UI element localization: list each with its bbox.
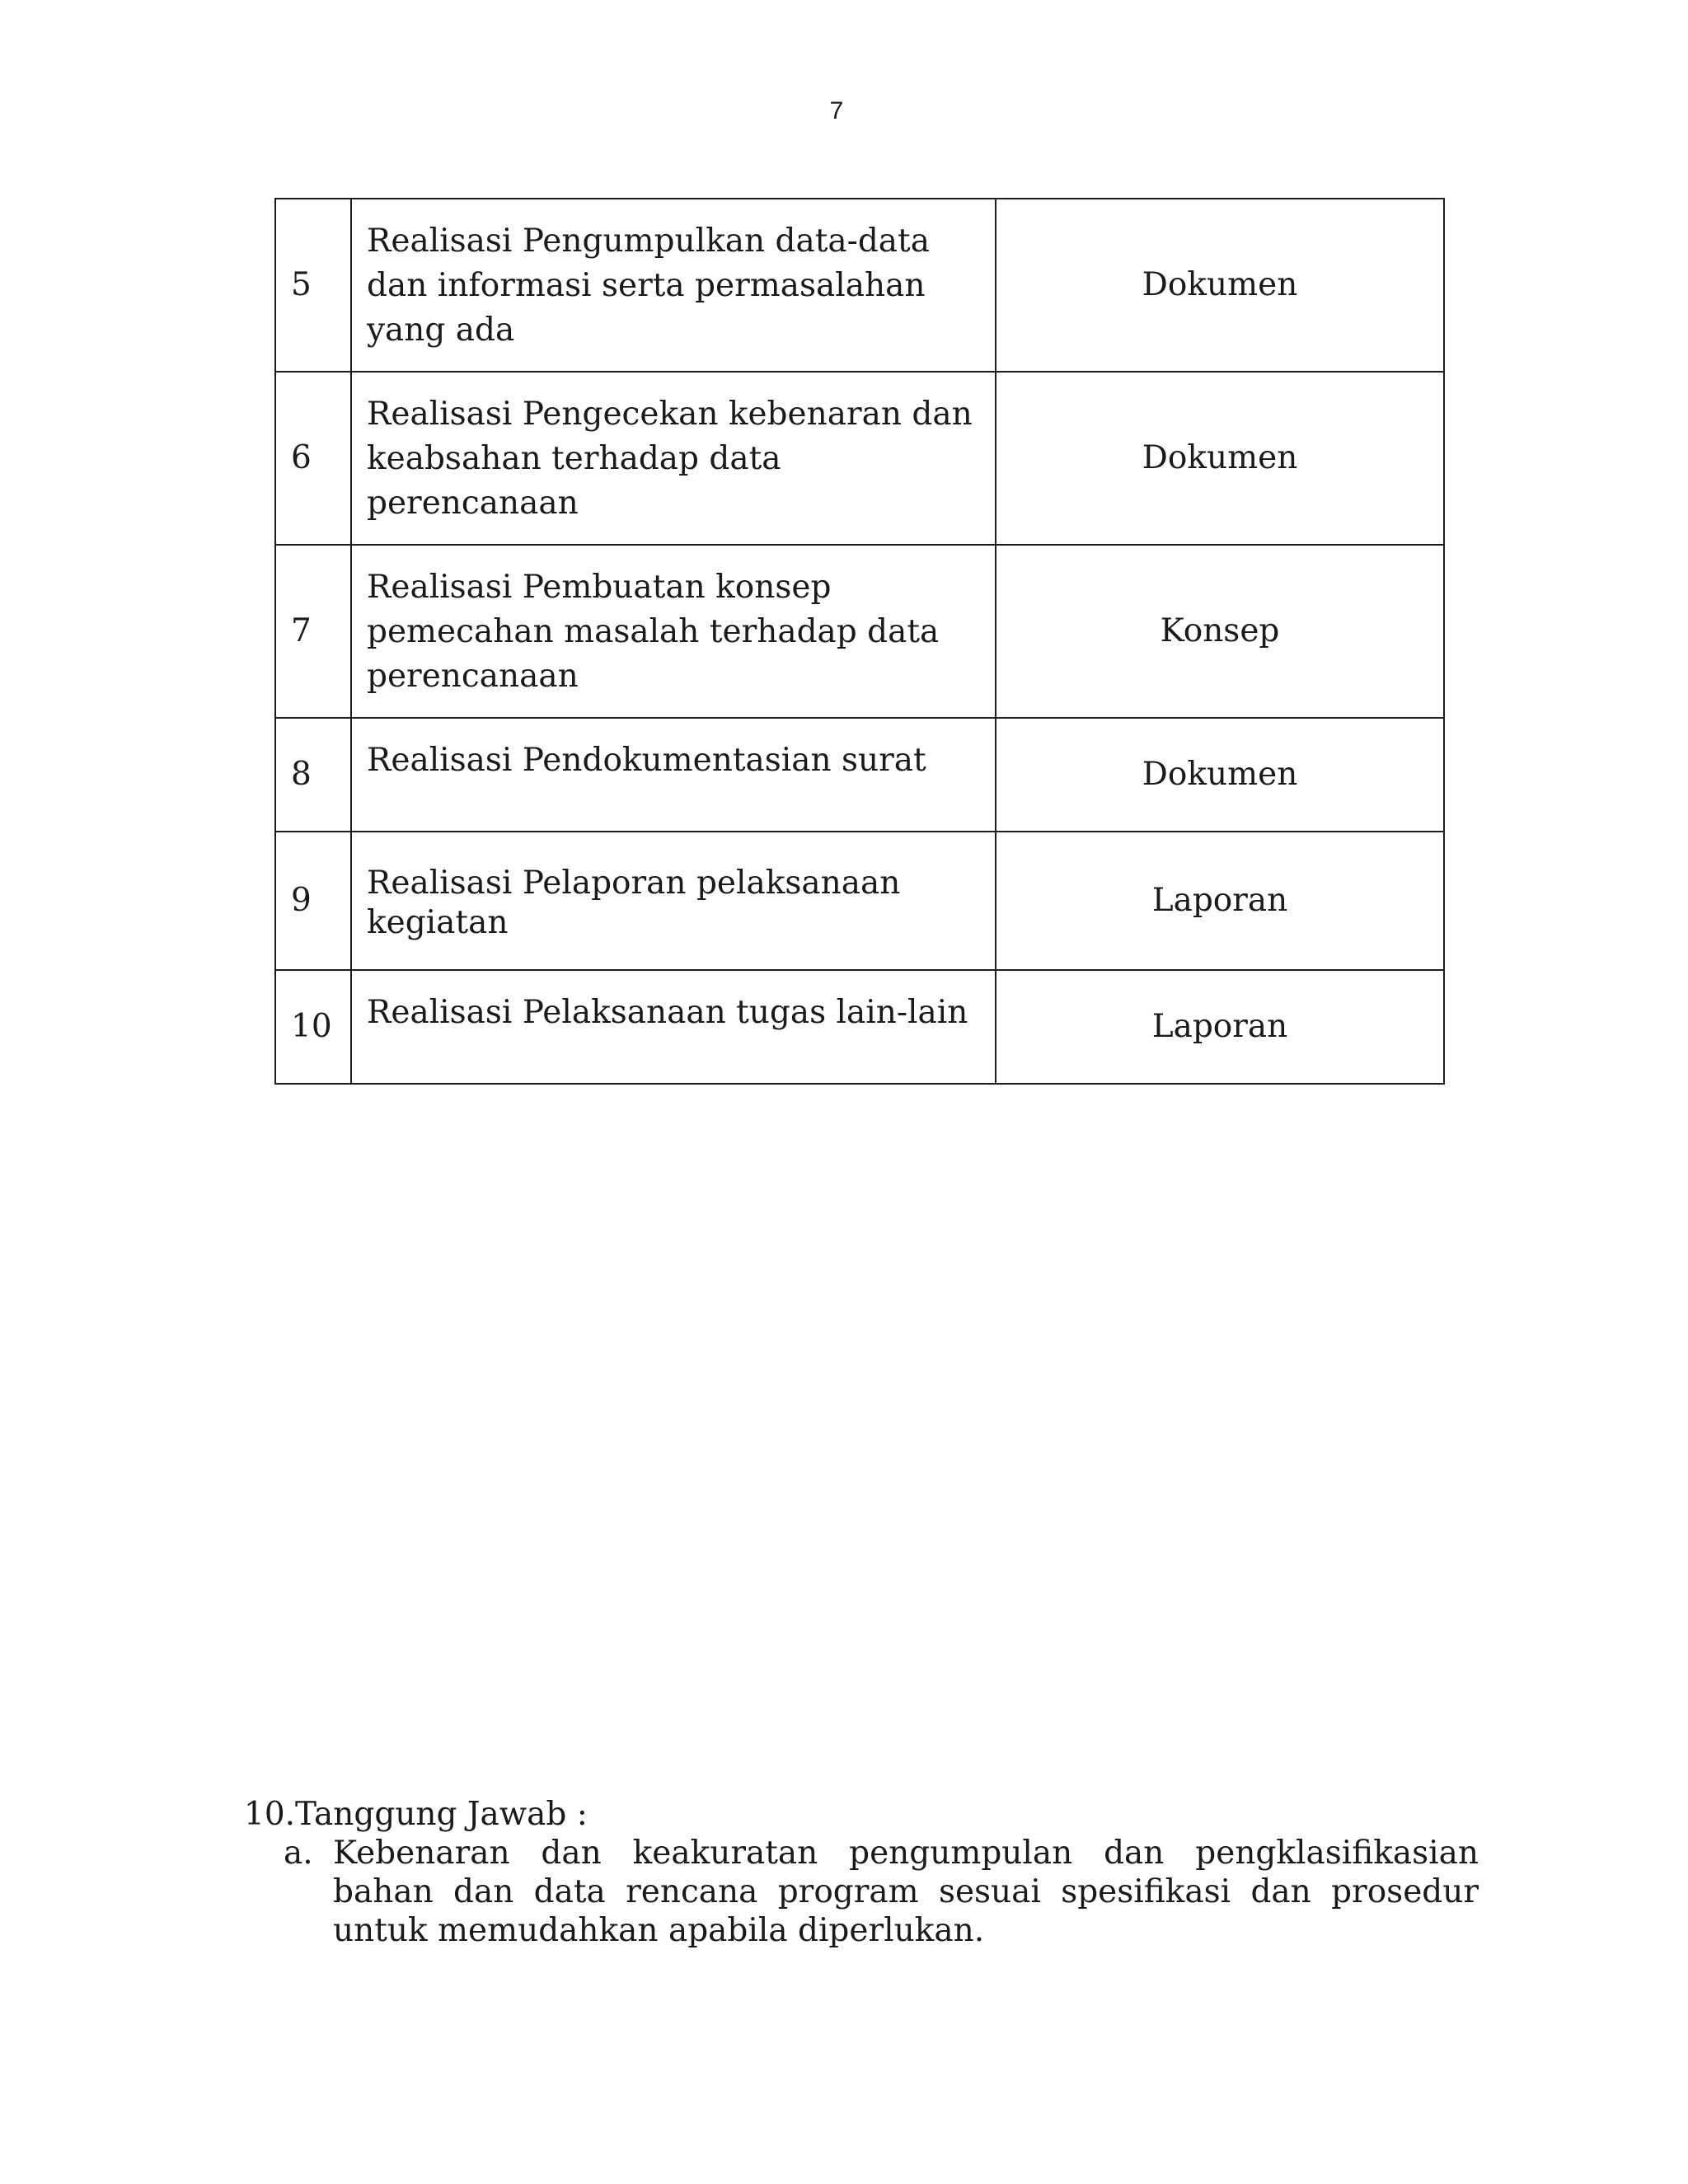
row-number: 6	[275, 372, 351, 545]
row-number: 5	[275, 199, 351, 372]
section-number: 10.	[244, 1796, 296, 1833]
row-activity: Realisasi Pelaporan pelaksanaan kegiatan	[351, 832, 996, 970]
row-number: 8	[275, 718, 351, 832]
list-item-letter: a.	[284, 1835, 313, 1872]
row-activity: Realisasi Pembuatan konsep pemecahan masalah terhadap data perencanaan	[351, 545, 996, 718]
row-activity: Realisasi Pengumpulkan data-data dan informasi serta permasalahan yang ada	[351, 199, 996, 372]
row-output: Dokumen	[996, 718, 1444, 832]
table-row	[275, 545, 1444, 718]
section-heading	[244, 1795, 1480, 1834]
table-row	[275, 718, 1444, 832]
row-number: 9	[275, 832, 351, 970]
row-activity: Realisasi Pendokumentasian surat	[351, 718, 996, 832]
row-output: Dokumen	[996, 199, 1444, 372]
table-body	[275, 199, 1444, 1084]
responsibility-section	[244, 1795, 1480, 1950]
row-activity: Realisasi Pelaksanaan tugas lain-lain	[351, 970, 996, 1084]
table-row	[275, 372, 1444, 545]
row-output: Laporan	[996, 832, 1444, 970]
row-output: Konsep	[996, 545, 1444, 718]
row-activity: Realisasi Pengecekan kebenaran dan keabsahan terhadap data perencanaan	[351, 372, 996, 545]
activity-output-table	[274, 198, 1445, 1085]
section-title: Tanggung Jawab :	[295, 1796, 588, 1833]
list-item-text: Kebenaran dan keakuratan pengumpulan dan pengklasifikasian bahan dan data rencana program sesuai spesifikasi dan prosedur untuk memudahkan apabila diperlukan.	[333, 1835, 1479, 1949]
row-output: Dokumen	[996, 372, 1444, 545]
table-row	[275, 970, 1444, 1084]
table-row	[275, 832, 1444, 970]
row-number: 10	[275, 970, 351, 1084]
page-number: 7	[829, 97, 844, 124]
list-item	[284, 1834, 1480, 1950]
row-output: Laporan	[996, 970, 1444, 1084]
table-row	[275, 199, 1444, 372]
row-number: 7	[275, 545, 351, 718]
